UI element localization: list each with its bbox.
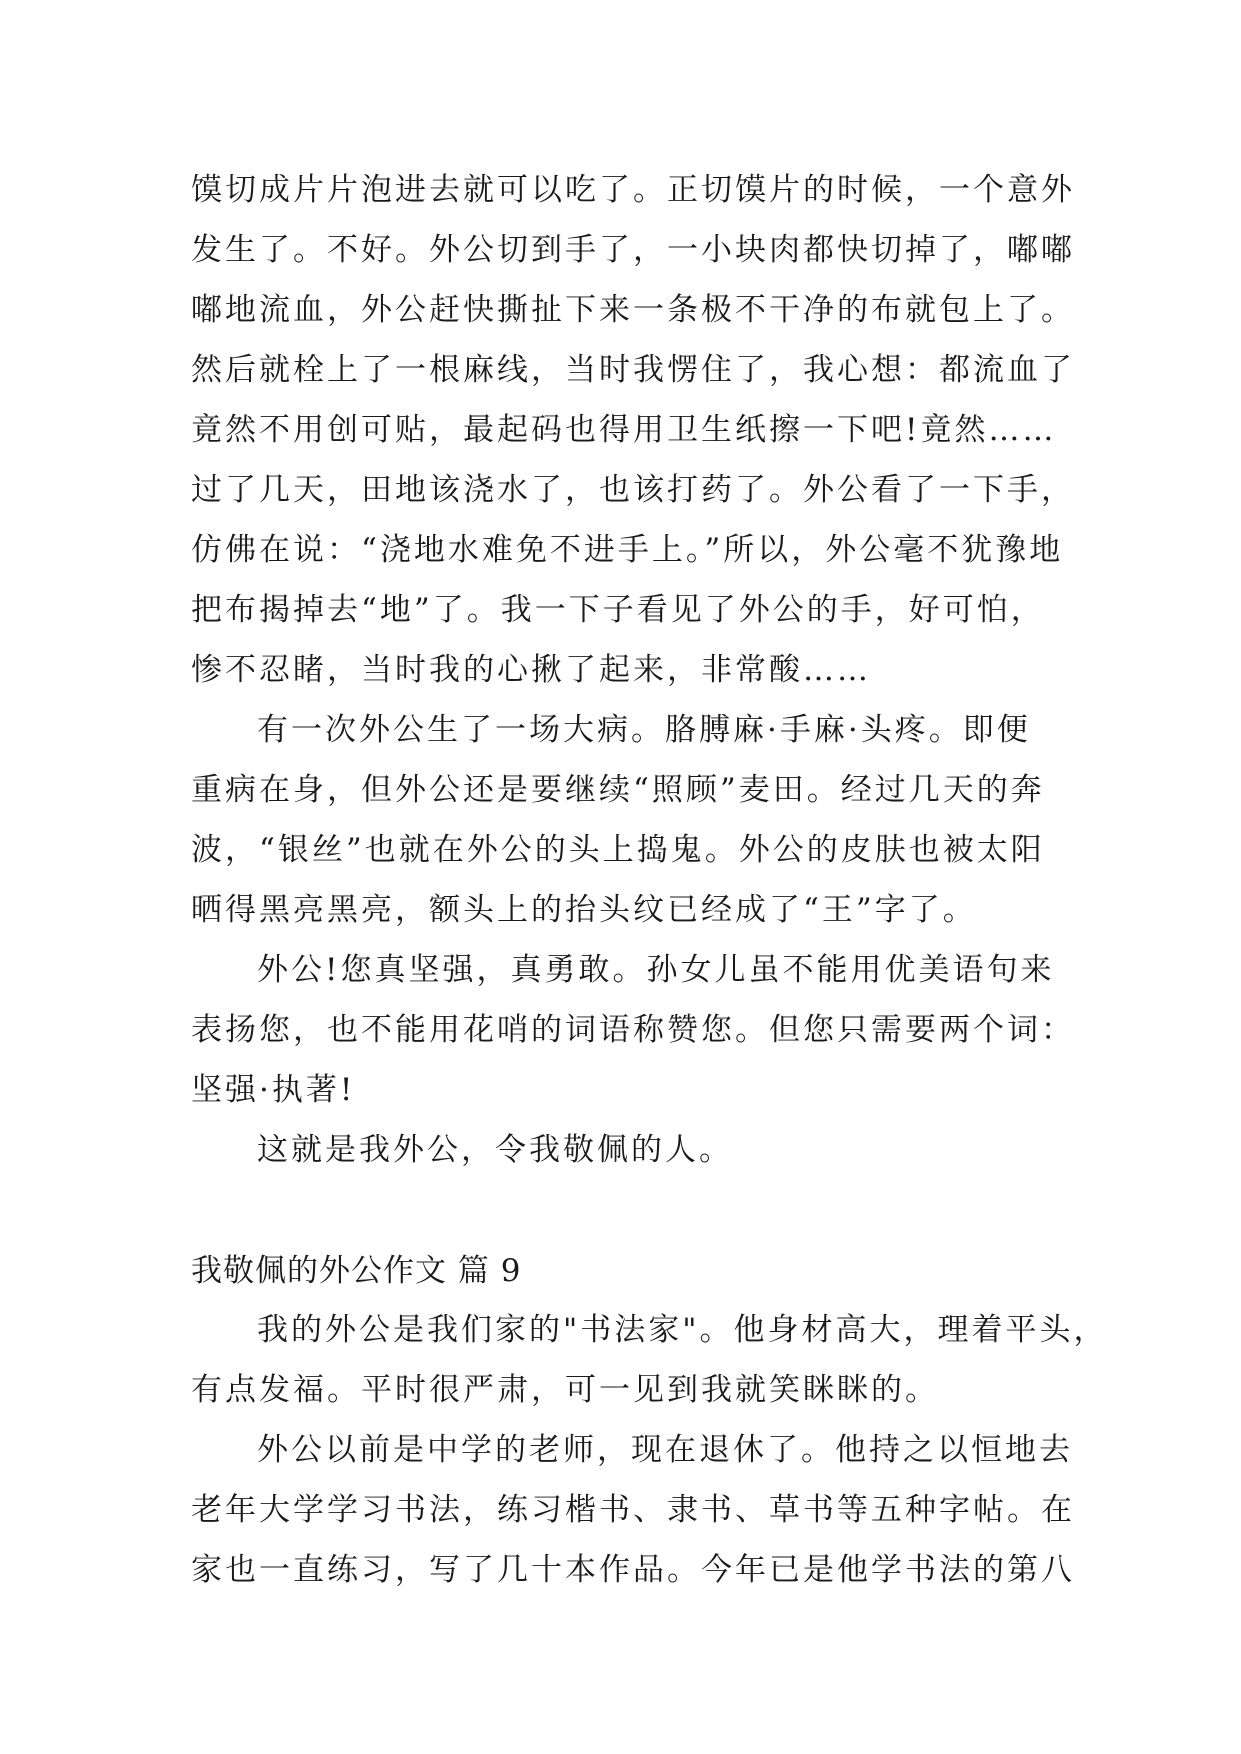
text-line: 有点发福。平时很严肃，可一见到我就笑眯眯的。 — [191, 1372, 939, 1408]
paragraph-3 — [191, 940, 1075, 1120]
text-line: 波，“银丝”也就在外公的头上捣鬼。外公的皮肤也被太阳 — [191, 832, 1045, 868]
text-line: 竟然不用创可贴，最起码也得用卫生纸擦一下吧!竟然…… — [191, 412, 1057, 448]
text-line: 坚强·执著! — [191, 1072, 356, 1108]
paragraph-6 — [191, 1420, 1075, 1600]
text-line: 发生了。不好。外公切到手了，一小块肉都快切掉了，嘟嘟 — [191, 232, 1075, 268]
paragraph-5 — [191, 1300, 1108, 1420]
text-line: 老年大学学习书法，练习楷书、隶书、草书等五种字帖。在 — [191, 1492, 1075, 1528]
paragraph-1 — [191, 160, 1075, 700]
text-line: 晒得黑亮黑亮，额头上的抬头纹已经成了“王”字了。 — [191, 892, 977, 928]
text-line: 仿佛在说：“浇地水难免不进手上。”所以，外公毫不犹豫地 — [191, 532, 1064, 568]
document-page — [191, 160, 1108, 1600]
paragraph-4 — [191, 1120, 1071, 1180]
text-line: 馍切成片片泡进去就可以吃了。正切馍片的时候，一个意外 — [191, 172, 1075, 208]
text-line: 重病在身，但外公还是要继续“照顾”麦田。经过几天的奔 — [191, 772, 1045, 808]
text-line: 外公以前是中学的老师，现在退休了。他持之以恒地去 — [257, 1432, 1073, 1468]
text-line: 有一次外公生了一场大病。胳膊麻·手麻·头疼。即便 — [257, 712, 1031, 748]
text-line: 过了几天，田地该浇水了，也该打药了。外公看了一下手， — [191, 472, 1075, 508]
section-gap — [191, 1180, 1071, 1242]
text-line: 然后就栓上了一根麻线，当时我愣住了，我心想：都流血了 — [191, 352, 1075, 388]
text-line: 把布揭掉去“地”了。我一下子看见了外公的手，好可怕， — [191, 592, 1045, 628]
paragraph-2 — [191, 700, 1071, 940]
text-line: 外公!您真坚强，真勇敢。孙女儿虽不能用优美语句来 — [257, 952, 1055, 988]
text-line: 表扬您，也不能用花哨的词语称赞您。但您只需要两个词： — [191, 1012, 1075, 1048]
text-line: 嘟地流血，外公赶快撕扯下来一条极不干净的布就包上了。 — [191, 292, 1075, 328]
text-line: 家也一直练习，写了几十本作品。今年已是他学书法的第八 — [191, 1552, 1075, 1588]
text-line: 惨不忍睹，当时我的心揪了起来，非常酸…… — [191, 652, 871, 688]
section-heading: 我敬佩的外公作文 篇 9 — [191, 1253, 522, 1289]
text-line: 这就是我外公，令我敬佩的人。 — [257, 1132, 733, 1168]
text-line: 我的外公是我们家的"书法家"。他身材高大，理着平头， — [257, 1312, 1108, 1348]
